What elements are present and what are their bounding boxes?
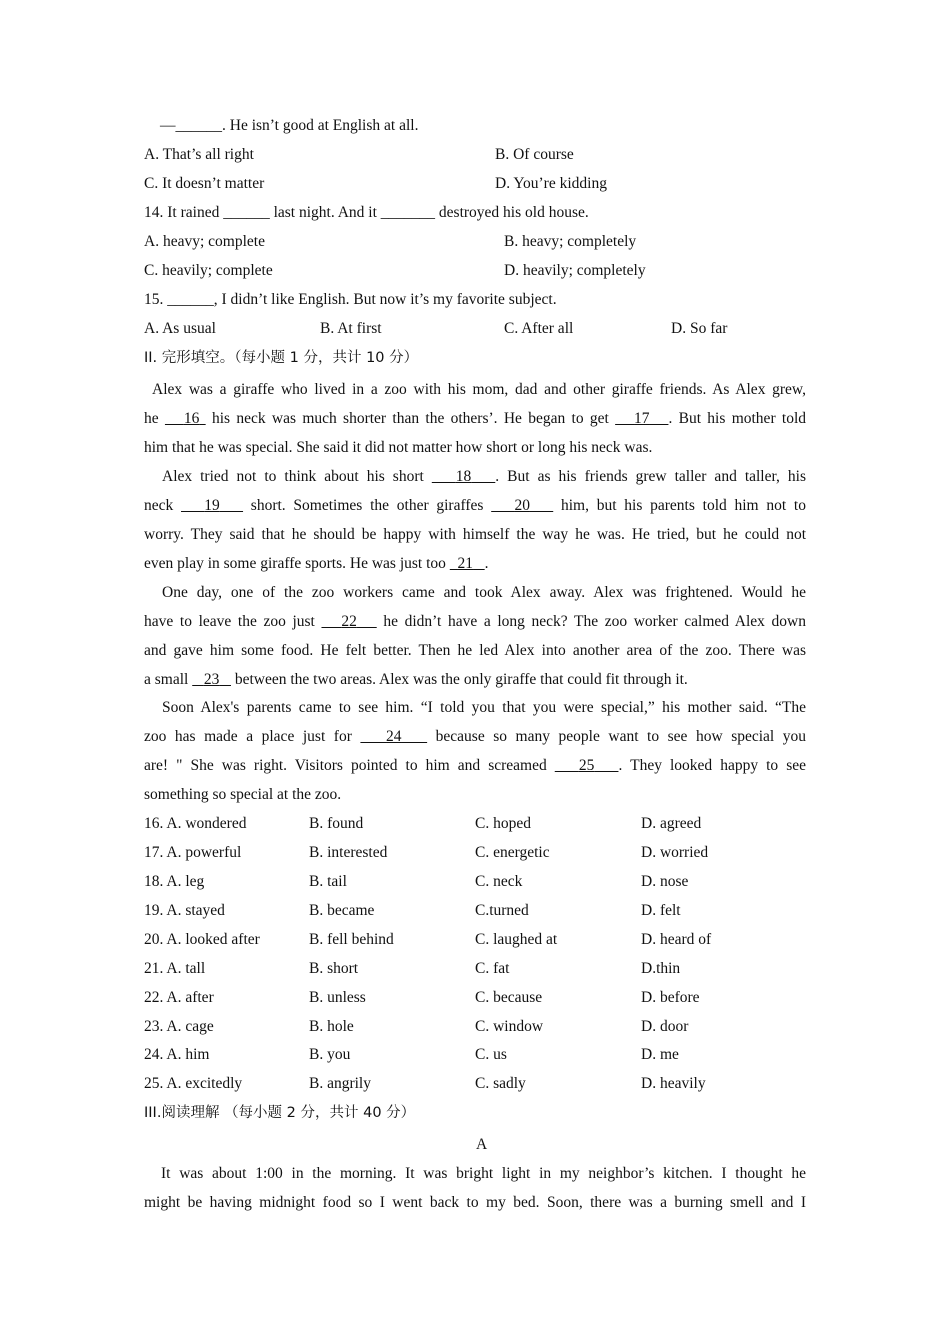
q13-option-b: B. Of course — [495, 146, 574, 163]
q17-option-a: 17. A. powerful — [144, 844, 242, 861]
q22-option-b: B. unless — [309, 989, 366, 1006]
cloze-line: he 16 his neck was much shorter than the others’. He began to get 17 . But his mother told — [144, 410, 807, 427]
q25-option-c: C. sadly — [475, 1075, 526, 1092]
cloze-line: something so special at the zoo. — [144, 786, 342, 803]
q23-option-a: 23. A. cage — [144, 1018, 214, 1035]
blank-23: 23 — [203, 671, 220, 688]
q15-option-c: C. After all — [504, 320, 574, 337]
q18-option-b: B. tail — [309, 873, 347, 890]
q16-option-b: B. found — [309, 815, 364, 832]
blank-16: 16 — [183, 410, 200, 427]
section3-heading: III.阅读理解 （每小题 2 分，共计 40 分） — [144, 1105, 416, 1121]
q14-option-d: D. heavily; completely — [504, 262, 646, 279]
q21-option-c: C. fat — [475, 960, 510, 977]
cloze-line: Soon Alex's parents came to see him. “I told you that you were special,” his mother said. “The — [162, 699, 806, 716]
q17-option-d: D. worried — [641, 844, 709, 861]
q14-option-a: A. heavy; complete — [144, 233, 265, 250]
cloze-line: Alex was a giraffe who lived in a zoo with his mom, dad and other giraffe friends. As Alex grew, — [152, 381, 806, 398]
q19-option-d: D. felt — [641, 902, 681, 919]
cloze-line: Alex tried not to think about his short 18 . But as his friends grew taller and taller, his — [162, 468, 806, 485]
q24-option-a: 24. A. him — [144, 1046, 210, 1063]
cloze-line: and gave him some food. He felt better. Then he led Alex into another area of the zoo. There was — [144, 642, 806, 659]
q13-option-d: D. You’re kidding — [495, 175, 607, 192]
cloze-line: even play in some giraffe sports. He was just too 21 . — [144, 555, 489, 572]
q15-option-a: A. As usual — [144, 320, 216, 337]
q19-option-b: B. became — [309, 902, 375, 919]
q18-option-d: D. nose — [641, 873, 689, 890]
q24-option-c: C. us — [475, 1046, 507, 1063]
q22-option-d: D. before — [641, 989, 700, 1006]
passage-line: It was about 1:00 in the morning. It was bright light in my neighbor’s kitchen. I thought he — [161, 1165, 806, 1182]
q24-option-d: D. me — [641, 1046, 679, 1063]
blank-18: 18 — [455, 468, 472, 485]
q13-stem: —______. He isn’t good at English at all. — [160, 117, 419, 134]
q15-stem: 15. ______, I didn’t like English. But now it’s my favorite subject. — [144, 291, 557, 308]
cloze-line: One day, one of the zoo workers came and took Alex away. Alex was frightened. Would he — [162, 584, 806, 601]
blank-17: 17 — [634, 410, 650, 427]
q22-option-c: C. because — [475, 989, 543, 1006]
passage-line: might be having midnight food so I went back to my bed. Soon, there was a burning smell and I — [144, 1194, 806, 1211]
q15-option-d: D. So far — [671, 320, 728, 337]
blank-24: 24 — [386, 728, 402, 745]
q20-option-b: B. fell behind — [309, 931, 394, 948]
q21-option-b: B. short — [309, 960, 359, 977]
cloze-line: are! " She was right. Visitors pointed to him and screamed 25 . They looked happy to see — [144, 757, 807, 774]
cloze-line: neck 19 short. Sometimes the other giraffes 20 him, but his parents told him not to — [144, 497, 806, 514]
q20-option-c: C. laughed at — [475, 931, 558, 948]
q17-option-c: C. energetic — [475, 844, 550, 861]
cloze-line: zoo has made a place just for 24 because so many people want to see how special you — [144, 728, 807, 745]
blank-22: 22 — [341, 613, 357, 630]
q13-option-a: A. That’s all right — [144, 146, 254, 163]
q19-option-c: C.turned — [475, 902, 529, 919]
section2-heading: II. 完形填空。（每小题 1 分，共计 10 分） — [144, 350, 419, 366]
blank-25: 25 — [578, 757, 595, 774]
q23-option-b: B. hole — [309, 1018, 354, 1035]
cloze-line: a small 23 between the two areas. Alex was the only giraffe that could fit through it. — [144, 671, 688, 688]
q14-option-c: C. heavily; complete — [144, 262, 273, 279]
q16-option-a: 16. A. wondered — [144, 815, 247, 832]
q15-option-b: B. At first — [320, 320, 382, 337]
q14-stem: 14. It rained ______ last night. And it _______ destroyed his old house. — [144, 204, 589, 221]
q22-option-a: 22. A. after — [144, 989, 214, 1006]
q24-option-b: B. you — [309, 1046, 351, 1063]
q19-option-a: 19. A. stayed — [144, 902, 225, 919]
q20-option-d: D. heard of — [641, 931, 712, 948]
q17-option-b: B. interested — [309, 844, 388, 861]
q23-option-d: D. door — [641, 1018, 689, 1035]
blank-20: 20 — [514, 497, 530, 514]
q25-option-a: 25. A. excitedly — [144, 1075, 243, 1092]
q16-option-c: C. hoped — [475, 815, 531, 832]
q25-option-d: D. heavily — [641, 1075, 706, 1092]
passage-label: A — [476, 1136, 488, 1153]
cloze-line: him that he was special. She said it did not matter how short or long his neck was. — [144, 439, 653, 456]
cloze-line: have to leave the zoo just 22 he didn’t have a long neck? The zoo worker calmed Alex down — [144, 613, 806, 630]
q25-option-b: B. angrily — [309, 1075, 371, 1092]
q13-option-c: C. It doesn’t matter — [144, 175, 265, 192]
blank-21: 21 — [457, 555, 474, 572]
blank-19: 19 — [204, 497, 220, 514]
q21-option-a: 21. A. tall — [144, 960, 206, 977]
q14-option-b: B. heavy; completely — [504, 233, 637, 250]
q18-option-c: C. neck — [475, 873, 523, 890]
q23-option-c: C. window — [475, 1018, 544, 1035]
cloze-line: worry. They said that he should be happy with himself the way he was. He tried, but he could not — [144, 526, 806, 543]
q18-option-a: 18. A. leg — [144, 873, 205, 890]
q16-option-d: D. agreed — [641, 815, 702, 832]
q20-option-a: 20. A. looked after — [144, 931, 260, 948]
q21-option-d: D.thin — [641, 960, 681, 977]
